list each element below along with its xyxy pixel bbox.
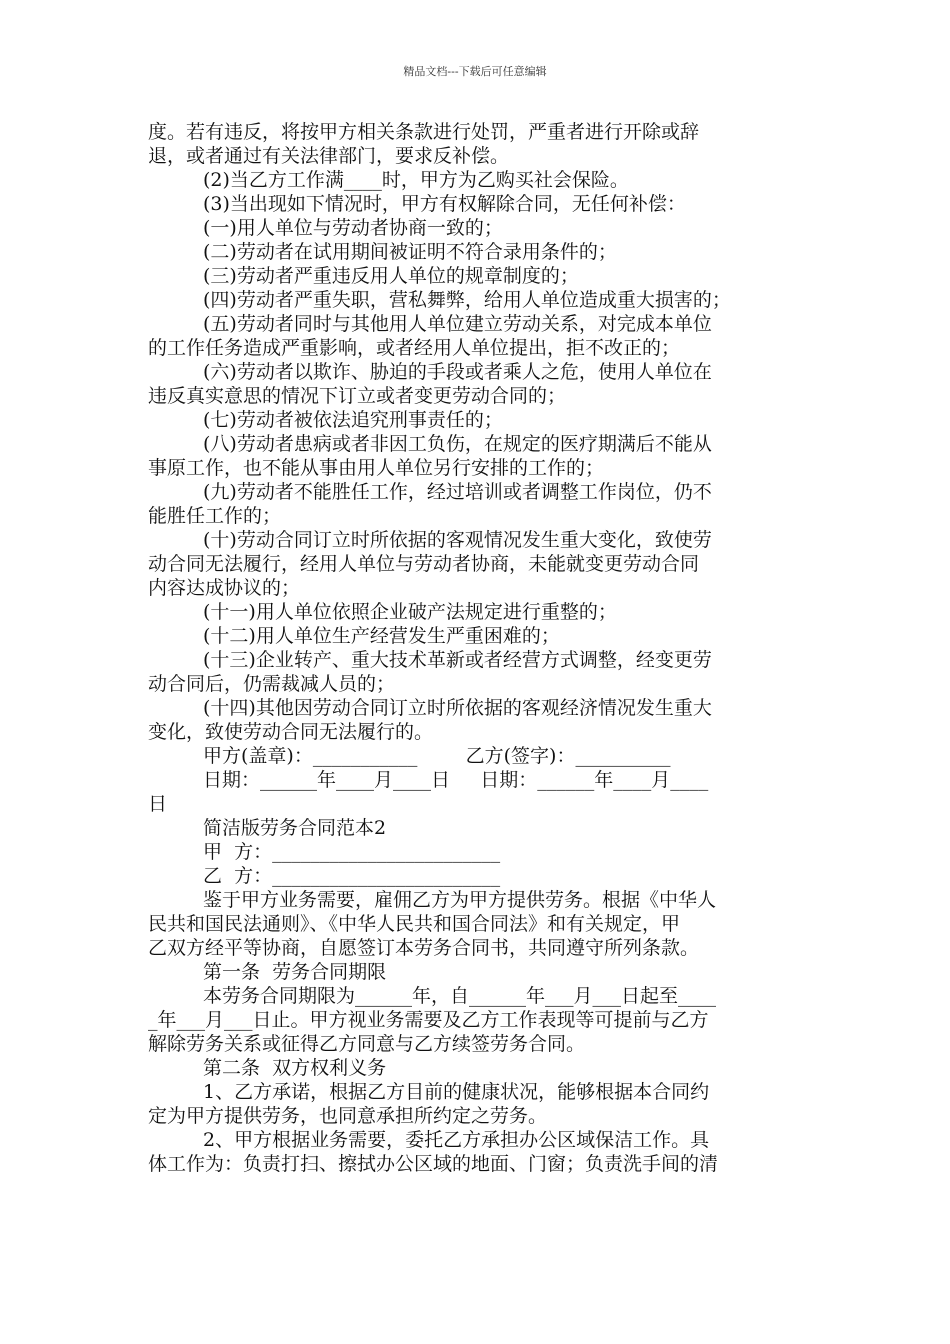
text-line: 解除劳务关系或征得乙方同意与乙方续签劳务合同。 [148,1033,586,1055]
text-line: 乙双方经平等协商，自愿签订本劳务合同书，共同遵守所列条款。 [148,937,700,959]
text-line: 变化，致使劳动合同无法履行的。 [148,721,434,743]
text-line: (三)劳动者严重违反用人单位的规章制度的； [203,265,579,287]
text-line: 第一条 劳务合同期限 [203,961,387,983]
text-line: 本劳务合同期限为______年，自______年___月___日起至____ [203,985,717,1007]
text-line: 甲方(盖章)：___________ 乙方(签字)：__________ [203,745,671,767]
text-line: (六)劳动者以欺诈、胁迫的手段或者乘人之危，使用人单位在 [203,361,712,383]
text-line: 内容达成协议的； [148,577,301,599]
text-line: 度。若有违反，将按甲方相关条款进行处罚，严重者进行开除或辞 [148,121,700,143]
text-line: (十三)企业转产、重大技术革新或者经营方式调整，经变更劳 [203,649,712,671]
text-line: _年___月___日止。甲方视业务需要及乙方工作表现等可提前与乙方 [148,1009,709,1031]
text-line: 乙 方：________________________ [203,865,501,887]
text-line: (3)当出现如下情况时，甲方有权解除合同，无任何补偿： [203,193,686,215]
text-line: (十)劳动合同订立时所依据的客观情况发生重大变化，致使劳 [203,529,712,551]
text-line: 民共和国民法通则》、《中华人民共和国合同法》和有关规定，甲 [148,913,681,935]
text-line: (十一)用人单位依照企业破产法规定进行重整的； [203,601,617,623]
text-line: 动合同后，仍需裁减人员的； [148,673,396,695]
text-line: 2、甲方根据业务需要，委托乙方承担办公区域保洁工作。具 [203,1129,710,1151]
text-line: (四)劳动者严重失职，营私舞弊，给用人单位造成重大损害的； [203,289,731,311]
text-line: (十二)用人单位生产经营发生严重困难的； [203,625,560,647]
text-line: (八)劳动者患病或者非因工负伤，在规定的医疗期满后不能从 [203,433,712,455]
text-line: (2)当乙方工作满____时，甲方为乙购买社会保险。 [203,169,629,191]
text-line: 能胜任工作的； [148,505,282,527]
text-line: 动合同无法履行，经用人单位与劳动者协商，未能就变更劳动合同 [148,553,700,575]
text-line: 鉴于甲方业务需要，雇佣乙方为甲方提供劳务。根据《中华人 [203,889,717,911]
document-body [148,120,808,1176]
page-header: 精品文档---下载后可任意编辑 [403,65,547,78]
text-line: 退，或者通过有关法律部门，要求反补偿。 [148,145,510,167]
text-line: 定为甲方提供劳务，也同意承担所约定之劳务。 [148,1105,548,1127]
text-line: 事原工作，也不能从事由用人单位另行安排的工作的； [148,457,605,479]
text-line: (七)劳动者被依法追究刑事责任的； [203,409,503,431]
text-line: 体工作为：负责打扫、擦拭办公区域的地面、门窗；负责洗手间的清 [148,1153,719,1175]
text-line: (二)劳动者在试用期间被证明不符合录用条件的； [203,241,617,263]
text-line: (一)用人单位与劳动者协商一致的； [203,217,503,239]
text-line: 第二条 双方权利义务 [203,1057,387,1079]
text-line: 简洁版劳务合同范本2 [203,817,387,839]
text-line: (五)劳动者同时与其他用人单位建立劳动关系，对完成本单位 [203,313,712,335]
text-line: (十四)其他因劳动合同订立时所依据的客观经济情况发生重大 [203,697,712,719]
text-line: (九)劳动者不能胜任工作，经过培训或者调整工作岗位，仍不 [203,481,712,503]
text-line: 甲 方：________________________ [203,841,501,863]
text-line: 日 [148,793,168,815]
text-line: 违反真实意思的情况下订立或者变更劳动合同的； [148,385,567,407]
text-line: 的工作任务造成严重影响，或者经用人单位提出，拒不改正的； [148,337,681,359]
text-line: 日期：______年____月____日 日期：______年____月____ [203,769,709,791]
text-line: 1、乙方承诺，根据乙方目前的健康状况，能够根据本合同约 [203,1081,710,1103]
